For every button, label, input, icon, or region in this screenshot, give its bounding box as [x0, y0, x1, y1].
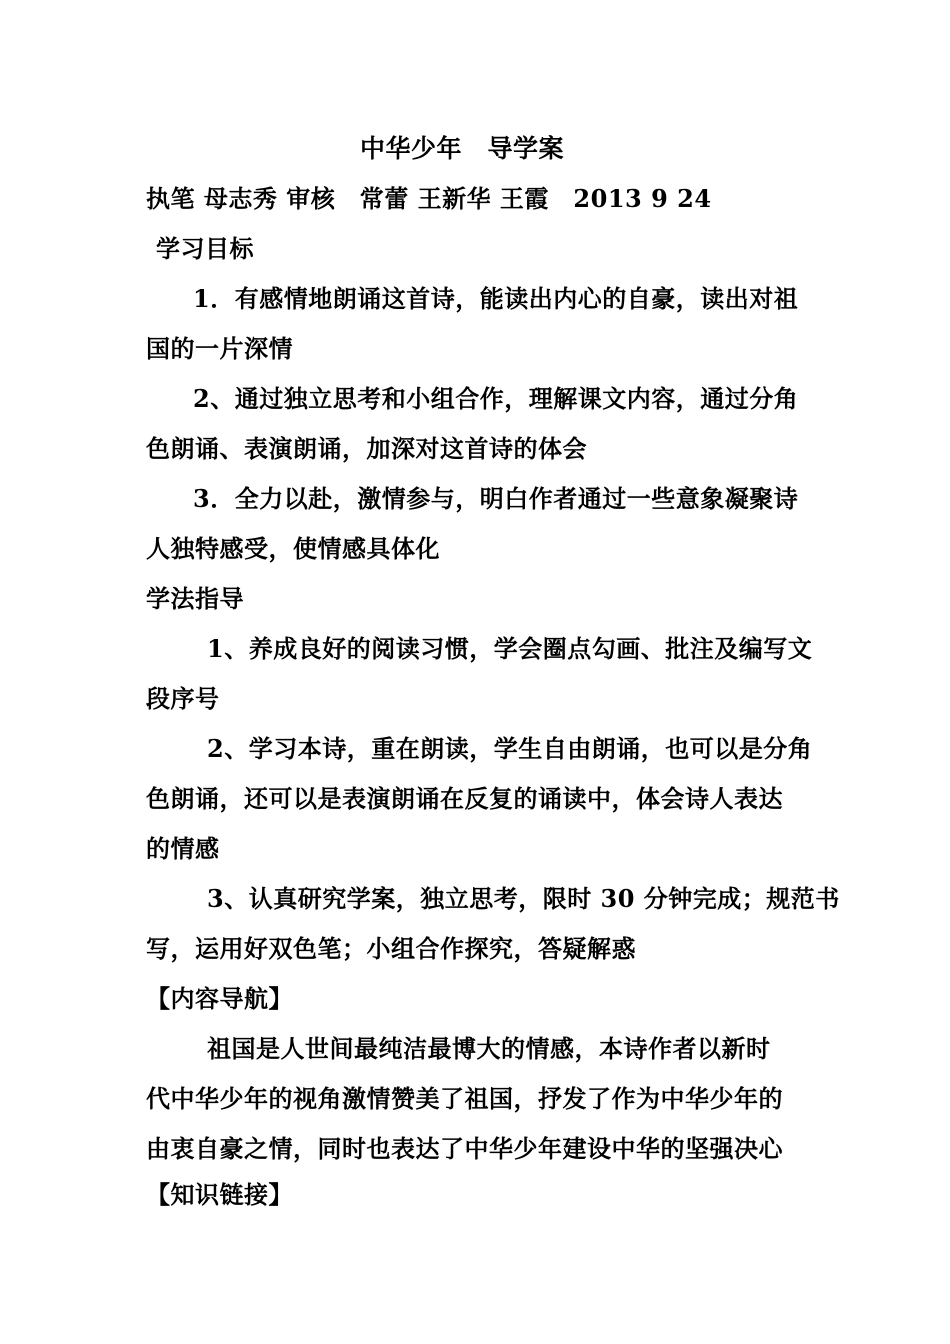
goal-item-2-line-1: 2、通过独立思考和小组合作，理解课文内容，通过分角 [193, 384, 799, 413]
goal-item-3-line-2: 人独特感受，使情感具体化 [146, 534, 440, 563]
method-item-1-line-1: 1、养成良好的阅读习惯，学会圈点勾画、批注及编写文 [207, 634, 813, 663]
content-nav-line-3: 由衷自豪之情，同时也表达了中华少年建设中华的坚强决心 [146, 1134, 783, 1163]
goal-item-2-line-2: 色朗诵、表演朗诵，加深对这首诗的体会 [146, 434, 587, 463]
goal-item-3-line-1: 3．全力以赴，激情参与，明白作者通过一些意象凝聚诗 [193, 484, 799, 513]
content-nav-line-2: 代中华少年的视角激情赞美了祖国，抒发了作为中华少年的 [146, 1084, 783, 1113]
content-nav-heading: 【内容导航】 [146, 984, 293, 1013]
goals-heading: 学习目标 [156, 234, 254, 263]
goal-item-1-line-1: 1．有感情地朗诵这首诗，能读出内心的自豪，读出对祖 [193, 284, 799, 313]
method-item-2-line-1: 2、学习本诗，重在朗读，学生自由朗诵，也可以是分角 [207, 734, 813, 763]
method-item-3-line-2: 写，运用好双色笔；小组合作探究，答疑解惑 [146, 934, 636, 963]
method-item-2-line-3: 的情感 [146, 834, 220, 863]
method-heading: 学法指导 [146, 584, 244, 613]
byline: 执笔 母志秀 审核 常蕾 王新华 王霞 2013 9 24 [146, 184, 712, 213]
knowledge-link-heading: 【知识链接】 [146, 1180, 293, 1209]
page-title: 中华少年 导学案 [360, 134, 565, 163]
method-item-1-line-2: 段序号 [146, 684, 220, 713]
method-item-3-line-1: 3、认真研究学案，独立思考，限时 30 分钟完成；规范书 [207, 884, 840, 913]
method-item-2-line-2: 色朗诵，还可以是表演朗诵在反复的诵读中，体会诗人表达 [146, 784, 783, 813]
goal-item-1-line-2: 国的一片深情 [146, 334, 293, 363]
content-nav-line-1: 祖国是人世间最纯洁最博大的情感，本诗作者以新时 [207, 1034, 771, 1063]
